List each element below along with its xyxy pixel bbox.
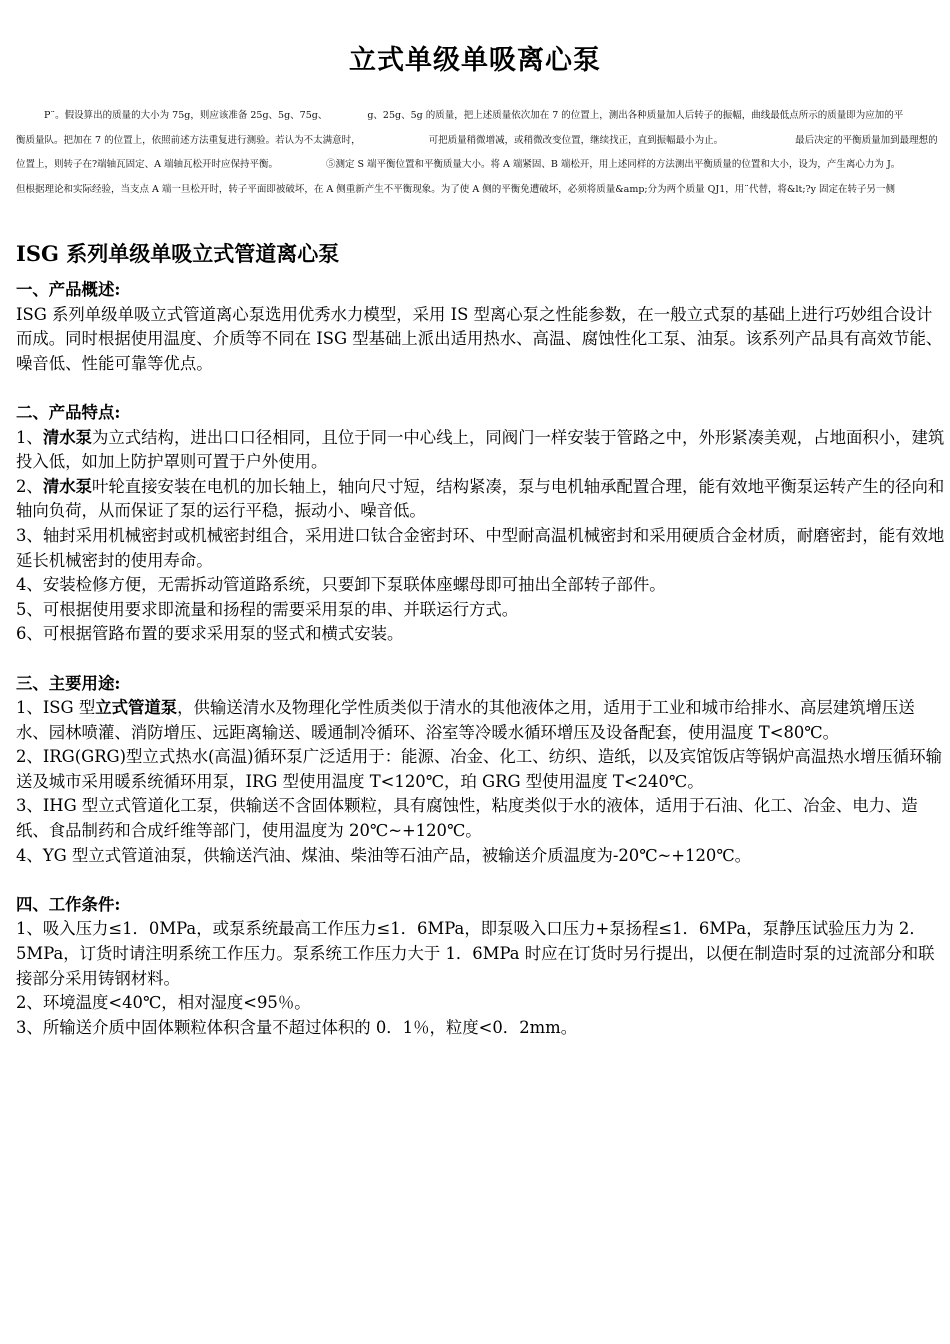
feature-text: 叶轮直接安装在电机的加长轴上，轴向尺寸短，结构紧凑，泵与电机轴承配置合理，能有效地平衡泵运转产生的径向和轴向负荷，从而保证了泵的运行平稳，振动小、噪音低。 bbox=[16, 476, 945, 521]
feature-item: 3、轴封采用机械密封或机械密封组合，采用进口钛合金密封环、中型耐高温机械密封和采用硬质合金材质，耐磨密封，能有效地延长机械密封的使用寿命。 bbox=[16, 525, 945, 570]
small-text-block bbox=[16, 104, 946, 202]
small-text-line bbox=[16, 104, 946, 129]
feature-text: 为立式结构，进出口口径相同，且位于同一中心线上，同阀门一样安装于管路之中，外形紧凑美观，占地面积小，建筑投入低，如加上防护罩则可置于户外使用。 bbox=[16, 427, 945, 472]
small-text-segment: 位置上，则转子在?端轴瓦固定、A 端轴瓦松开时应保持平衡。 bbox=[16, 159, 278, 170]
feature-highlight: 清水泵 bbox=[42, 427, 92, 447]
condition-item: 2、环境温度<40℃，相对湿度<95％。 bbox=[16, 993, 311, 1013]
overview-paragraph: ISG 系列单级单吸立式管道离心泵选用优秀水力模型，采用 IS 型离心泵之性能参数，在一般立式泵的基础上进行巧妙组合设计而成。同时根据使用温度、介质等不同在 ISG 型基础上派出适用热水、高温、腐蚀性化工泵、油泵。该系列产品具有高效节能、噪音低、性能可靠等优点。 bbox=[16, 304, 943, 373]
use-item: 2、IRG(GRG)型立式热水(高温)循环泵广泛适用于：能源、冶金、化工、纺织、造纸，以及宾馆饭店等锅炉高温热水增压循环输送及城市采用暖系统循环用泵，IRG 型使用温度 T<120℃，珀 GRG 型使用温度 T<240℃。 bbox=[16, 747, 942, 791]
feature-number: 2、 bbox=[16, 476, 43, 496]
use-item: 4、YG 型立式管道油泵，供输送汽油、煤油、柴油等石油产品，被输送介质温度为-20℃~+120℃。 bbox=[16, 845, 752, 865]
document-body bbox=[16, 278, 946, 1040]
small-text-segment: 可把质量稍微增减，或稍微改变位置，继续找正，直到振幅最小为止。 bbox=[428, 134, 724, 146]
section-heading-overview: 一、产品概述: bbox=[16, 280, 121, 299]
small-text-segment: 但根据理论和实际经验，当支点 A 端一旦松开时，转子平面即被破坏，在 A 侧重新产生不平衡现象。为了使 A 侧的平衡免遭破坏，必须将质量&amp;分为两个质量 QJ1，用¨代替，将&lt;?y 固定在转子另一侧 bbox=[16, 183, 896, 195]
use-text: ，供输送清水及物理化学性质类似于清水的其他液体之用，适用于工业和城市给排水、高层建筑增压送水、园林喷灌、消防增压、远距离输送、暖通制冷循环、浴室等冷暖水循环增压及设备配套，使用温度 T<80℃。 bbox=[16, 698, 915, 742]
use-item bbox=[16, 696, 946, 745]
use-item: 3、IHG 型立式管道化工泵，供输送不含固体颗粒，具有腐蚀性，粘度类似于水的液体，适用于石油、化工、冶金、电力、造纸、食品制药和合成纤维等部门，使用温度为 20℃~+120℃。 bbox=[16, 796, 918, 841]
feature-item bbox=[16, 426, 946, 475]
feature-item: 6、可根据管路布置的要求采用泵的竖式和横式安装。 bbox=[16, 624, 404, 644]
use-prefix: 1、ISG 型 bbox=[16, 698, 96, 718]
small-text-segment: ⑤测定 S 端平衡位置和平衡质量大小。将 A 端紧固、B 端松开，用上述同样的方法测出平衡质量的位置和大小，设为，产生离心力为 J。 bbox=[325, 159, 901, 170]
small-text-segment: 衡质量队。把加在 7 的位置上，依照前述方法重复进行测验。若认为不太满意时， bbox=[16, 134, 361, 146]
condition-item: 3、所输送介质中固体颗粒体积含量不超过体积的 0．1％，粒度<0．2mm。 bbox=[16, 1017, 578, 1037]
small-text-segment: 最后决定的平衡质量加到最理想的 bbox=[795, 134, 938, 146]
feature-item: 5、可根据使用要求即流量和扬程的需要采用泵的串、并联运行方式。 bbox=[16, 599, 519, 619]
use-highlight: 立式管道泵 bbox=[95, 698, 178, 718]
feature-highlight: 清水泵 bbox=[42, 476, 92, 496]
small-text-line bbox=[16, 178, 946, 203]
section-heading-uses: 三、主要用途: bbox=[16, 673, 121, 693]
small-text-line bbox=[16, 153, 946, 178]
feature-item: 4、安装检修方便，无需拆动管道路系统，只要卸下泵联体座螺母即可抽出全部转子部件。 bbox=[16, 575, 666, 595]
feature-item bbox=[16, 475, 946, 524]
small-text-line bbox=[16, 129, 946, 154]
section-heading-conditions: 四、工作条件: bbox=[16, 894, 121, 914]
condition-item: 1、吸入压力≤1．0MPa，或泵系统最高工作压力≤1．6MPa，即泵吸入口压力+泵扬程≤1．6MPa，泵静压试验压力为 2．5MPa，订货时请注明系统工作压力。泵系统工作压力大于 1．6MPa 时应在订货时另行提出，以便在制造时泵的过流部分和联接部分采用铸钢材料。 bbox=[16, 919, 935, 988]
small-text-segment: g、25g、5g 的质量，把上述质量依次加在 7 的位置上，测出各种质量加人后转子的振幅，曲线最低点所示的质量即为应加的平 bbox=[367, 110, 904, 121]
document-heading: ISG 系列单级单吸立式管道离心泵 bbox=[16, 241, 340, 266]
section-heading-features: 二、产品特点: bbox=[16, 402, 121, 422]
page-title: 立式单级单吸离心泵 bbox=[349, 45, 601, 76]
feature-number: 1、 bbox=[16, 427, 43, 447]
small-text-segment: P¨。假设算出的质量的大小为 75g，则应该准备 25g、5g、75g、 bbox=[44, 110, 328, 121]
